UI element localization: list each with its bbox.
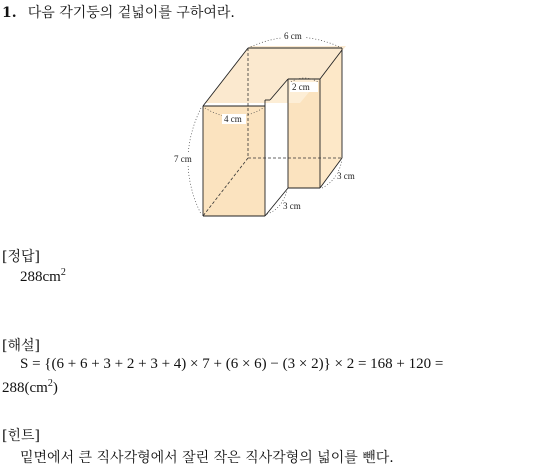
solution-exponent: 2 (47, 378, 53, 389)
label-right-bottom: 3 cm (337, 171, 355, 181)
answer-header: [정답] (2, 249, 40, 265)
solution-close: ) (52, 380, 58, 396)
solution-line-2 (2, 380, 58, 397)
answer-value (20, 269, 66, 286)
solution-result: 288(cm (2, 380, 48, 396)
label-bottom: 3 cm (283, 201, 301, 211)
solution-header: [해설] (2, 338, 40, 354)
prism-figure (170, 26, 370, 226)
question-number: 1. (2, 5, 17, 21)
label-inner-top: 2 cm (292, 82, 310, 92)
answer-unit-exponent: 2 (60, 267, 66, 278)
question-text: 다음 각기둥의 겉넓이를 구하여라. (27, 5, 235, 21)
label-top: 6 cm (284, 31, 302, 41)
hint-header: [힌트] (2, 428, 40, 444)
question (2, 2, 235, 22)
hint-text: 밑면에서 큰 직사각형에서 잘린 작은 직사각형의 넓이를 뺀다. (20, 450, 394, 466)
solution-line-1: S = {(6 + 6 + 3 + 2 + 3 + 4) × 7 + (6 × 6) − (3 × 2)} × 2 = 168 + 120 = (20, 356, 444, 372)
label-front-top: 4 cm (224, 114, 242, 124)
answer-number: 288cm (20, 269, 61, 285)
label-height: 7 cm (174, 154, 192, 164)
